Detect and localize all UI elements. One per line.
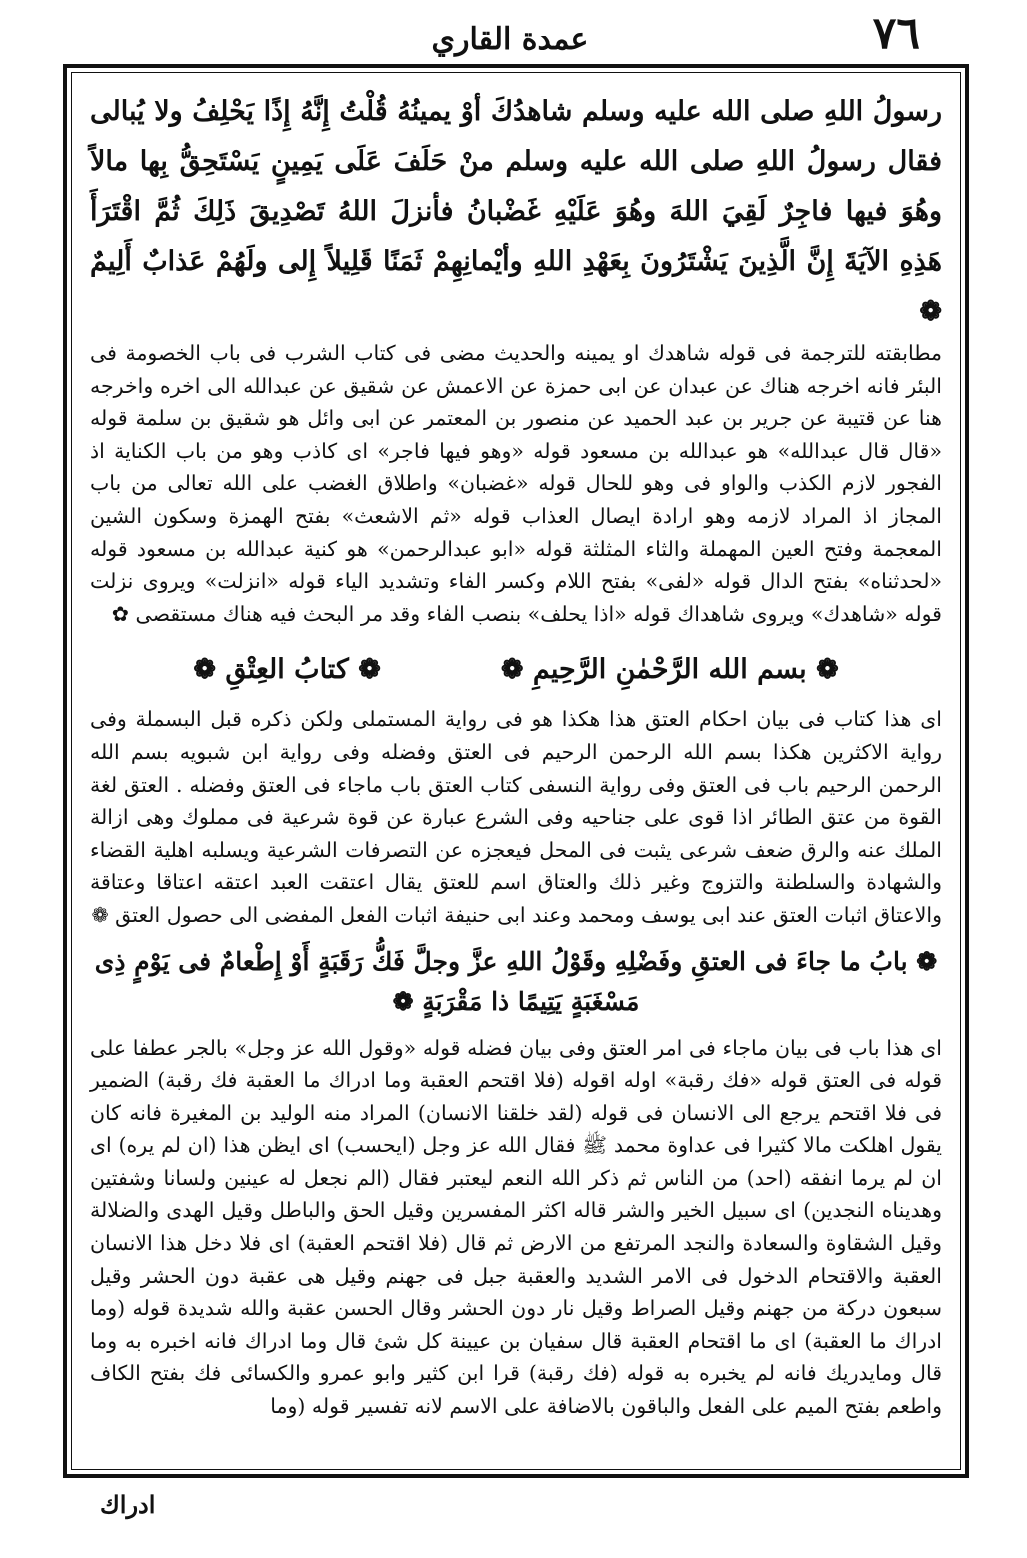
catchword: ادراك [100, 1490, 156, 1519]
kitab-heading: ❁ كتابُ العِتْقِ ❁ [193, 654, 381, 686]
page-number: ٧٦ [872, 8, 920, 59]
commentary-paragraph: مطابقته للترجمة فى قوله شاهدك او يمينه والحديث مضى فى كتاب الشرب فى باب الخصومة فى البئر فانه اخرجه هناك عن عبدان عن ابى حمزة عن الاعمش عن شقيق عن عبدالله الى اخره واخرجه هنا عن قتيبة عن جرير بن عبد الحميد عن منصور بن المعتمر عن ابى وائل هو شقيق بن سلمة قوله «قال قال عبدالله» هو عبدالله بن مسعود قوله «وهو فيها فاجر» اى كاذب وهو من باب الكناية اذ الفجور لازم الكذب والواو فى وهو للحال قوله «غضبان» واطلاق الغضب على الله تعالى من باب المجاز اذ المراد لازمه وهو ارادة ايصال العذاب قوله «ثم الاشعث» بفتح الهمزة وسكون الشين المعجمة وفتح العين المهملة والثاء المثلثة قوله «ابو عبدالرحمن» هو كنية عبدالله بن مسعود قوله «لحدثناه» بفتح الدال قوله «لفى» بفتح اللام وكسر الفاء وتشديد الياء قوله «انزلت» ويروى نزلت قوله «شاهدك» ويروى شاهداك قوله «اذا يحلف» بنصب الفاء وقد مر البحث فيه هناك مستقصى ✿ [90, 341, 942, 626]
basmala-heading: ❁ بسم الله الرَّحْمٰنِ الرَّحِيمِ ❁ [500, 654, 839, 686]
chapter-headings [90, 654, 942, 685]
page-header [60, 8, 960, 64]
commentary-paragraph: اى هذا باب فى بيان ماجاء فى امر العتق وفى بيان فضله قوله «وقول الله عز وجل» بالجر عطفا على قوله فى العتق قوله «فك رقبة» اوله اقوله (فلا اقتحم العقبة وما ادراك ما العقبة فك رقبة) الضمير فى فلا اقتحم يرجع الى الانسان فى قوله (لقد خلقنا الانسان) المراد منه الوليد بن المغيرة فانه كان يقول اهلكت مالا كثيرا فى عداوة محمد ﷺ فقال الله عز وجل (ايحسب) اى ايظن هذا (ان لم يره) اى ان لم يرما انفقه (احد) من الناس ثم ذكر الله النعم ليعتبر فقال (الم نجعل له عينين ولسانا وشفتين وهديناه النجدين) اى سبيل الخير والشر قاله اكثر المفسرين وقيل الحق والباطل وقيل الهدى والضلالة وقيل الشقاوة والسعادة والنجد المرتفع من الارض ثم قال (فلا اقتحم العقبة) اى فلا دخل هذا الانسان العقبة والاقتحام الدخول فى الامر الشديد والعقبة جبل فى جهنم وقيل هى عقبة دون الحشر وقيل سبعون دركة من جهنم وقيل الصراط وقيل نار دون الحشر وقال الحسن عقبة والله شديدة قوله (وما ادراك ما العقبة) اى ما اقتحام العقبة قال سفيان بن عيينة كل شئ قال وما ادراك فانه اخبره به وما قال ومايدريك فانه لم يخبره به قوله (فك رقبة) قرا ابن كثير وابو عمرو والكسائى فك بفتح الكاف واطعم بفتح الميم على الفعل والباقون بالاضافة على الاسم لانه تفسير قوله (وما [90, 1035, 942, 1419]
text-frame [71, 72, 961, 1470]
commentary-paragraph: اى هذا كتاب فى بيان احكام العتق هذا هكذا هو فى رواية المستملى ولكن ذكره قبل البسملة وفى رواية الاكثرين هكذا بسم الله الرحمن الرحيم فى العتق وفضله وفى رواية ابن شبويه بسم الله الرحمن الرحيم باب فى العتق وفى رواية النسفى كتاب العتق باب ماجاء فى العتق وفضله . العتق لغة القوة من عتق الطائر اذا قوى على جناحيه وفى الشرع عبارة عن قوة شرعية فى مملوك وهى ازالة الملك عنه والرق ضعف شرعى يثبت فى المحل فيعجزه عن التصرفات الشرعية ويسلبه اهلية القضاء والشهادة والسلطنة والتزوج وغير ذلك والعتاق اسم للعتق يقال اعتقت العبد اعتقه اعتاقا وعتاقة والاعتاق اثبات العتق عند ابى يوسف ومحمد وعند ابى حنيفة اثبات الفعل المفضى الى حصول العتق ❁ [90, 707, 942, 927]
running-title: عمدة القاري [431, 22, 589, 57]
bab-heading: ❁ بابُ ما جاءَ فى العتقِ وفَضْلِهِ وقَوْلُ اللهِ عزَّ وجلَّ فَكُّ رَقَبَةٍ أَوْ إِطْعامٌ فى يَوْمٍ ذِى مَسْغَبَةٍ يَتِيمًا ذا مَقْرَبَةٍ ❁ [94, 946, 938, 1016]
hadith-text: رسولُ اللهِ صلى الله عليه وسلم شاهدُكَ أوْ يمينُهُ قُلْتُ إِنَّهُ إِذًا يَحْلِفُ ولا يُبالى فقال رسولُ اللهِ صلى الله عليه وسلم منْ حَلَفَ عَلَى يَمِينٍ يَسْتَحِقُّ بِها مالاً وهُوَ فيها فاجِرٌ لَقِيَ اللهَ وهُوَ عَلَيْهِ غَضْبانُ فأنزلَ اللهُ تَصْدِيقَ ذَلِكَ ثُمَّ اقْتَرَأَ هَذِهِ الآيَةَ إِنَّ الَّذِينَ يَشْتَرُونَ بِعَهْدِ اللهِ وأيْمانِهِمْ ثَمَنًا قَلِيلاً إِلى ولَهُمْ عَذابٌ أَلِيمٌ ❁ [90, 96, 942, 327]
